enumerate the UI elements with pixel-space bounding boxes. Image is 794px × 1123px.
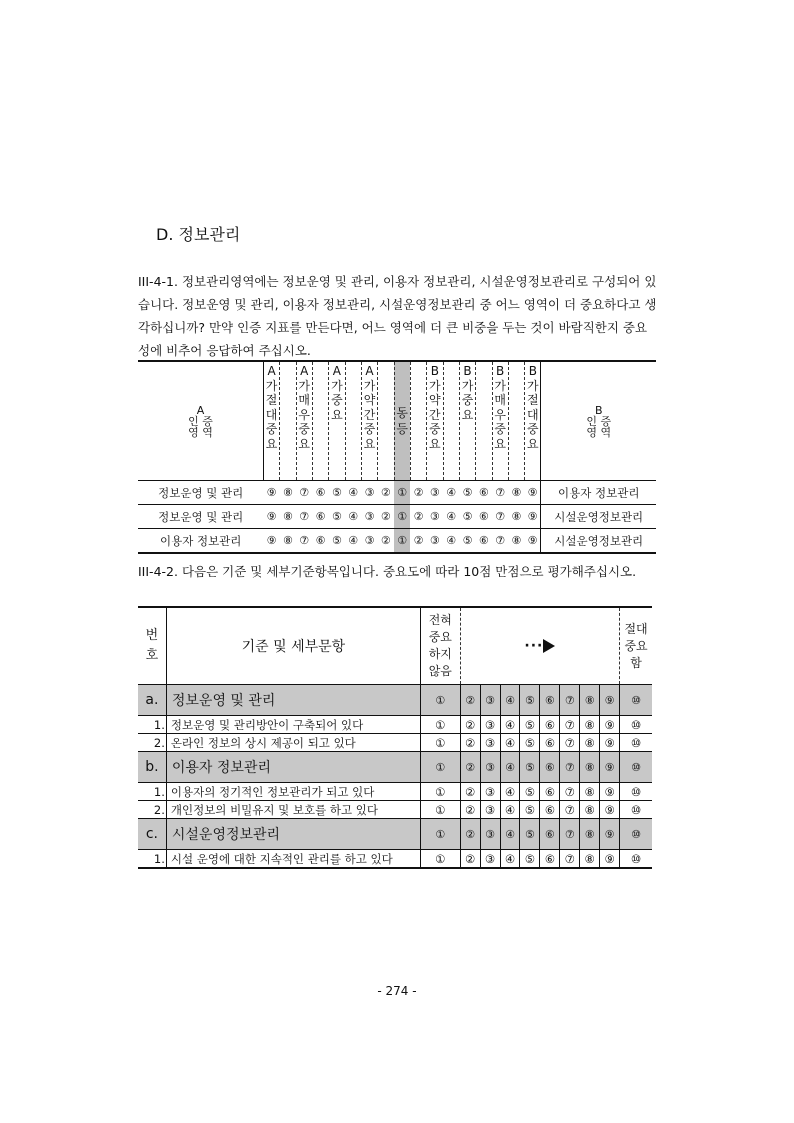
category-row: [138, 819, 652, 850]
column-char: 요: [429, 436, 441, 451]
scale-option[interactable]: ⑦: [296, 481, 312, 505]
column-char: 요: [331, 407, 343, 422]
scale-option[interactable]: ①: [394, 481, 410, 505]
column-char: 동: [396, 406, 408, 420]
number-header: [138, 607, 166, 685]
question-2-body: 다음은 기준 및 세부기준항목입니다. 중요도에 따라 10점 만점으로 평가해주십시오.: [181, 564, 637, 579]
scale-column-header: [345, 361, 361, 481]
scale-column-header: [525, 361, 541, 481]
column-char: 중: [429, 422, 441, 436]
column-char: B: [430, 364, 439, 378]
side-b-header: [541, 361, 656, 481]
arrow-dots: ···: [524, 638, 544, 654]
scale-option[interactable]: ⑤: [459, 505, 475, 529]
scale-column-header: [296, 361, 312, 481]
question-2-number: III-4-2.: [138, 564, 178, 579]
rating-option[interactable]: ⑨: [600, 685, 620, 716]
column-char: 매: [494, 393, 506, 407]
scale-option[interactable]: ⑦: [296, 529, 312, 554]
rating-option[interactable]: ①: [420, 685, 460, 716]
rating-option[interactable]: ⑧: [580, 752, 600, 783]
item-row: [138, 850, 652, 869]
item-text: 시설 운영에 대한 지속적인 관리를 하고 있다: [166, 850, 420, 869]
scale-option[interactable]: ⑦: [492, 505, 508, 529]
direction-arrow-cell: [460, 607, 619, 685]
column-char: 가: [298, 378, 311, 393]
column-char: 중: [461, 393, 474, 407]
rating-option[interactable]: ⑤: [520, 801, 540, 819]
rating-option[interactable]: ⑧: [580, 685, 600, 716]
column-char: 매: [298, 393, 311, 407]
rating-option[interactable]: ①: [420, 752, 460, 783]
scale-option[interactable]: ⑨: [263, 481, 279, 505]
scale-option[interactable]: ③: [361, 505, 377, 529]
scale-option[interactable]: ③: [361, 481, 377, 505]
column-char: 가: [363, 378, 376, 393]
importance-rating-table: [138, 606, 652, 869]
category-number: c.: [138, 819, 166, 850]
scale-option[interactable]: ②: [378, 505, 394, 529]
row-left-area: 정보운영 및 관리: [138, 505, 263, 529]
rating-option[interactable]: ⑦: [560, 752, 580, 783]
rating-option[interactable]: ⑨: [600, 734, 620, 752]
not-important-line: 하지: [428, 647, 452, 661]
rating-option[interactable]: ⑩: [620, 685, 652, 716]
item-number: 1.: [138, 850, 166, 869]
rating-option[interactable]: ⑥: [540, 734, 560, 752]
column-char: B: [496, 364, 505, 378]
rating-option[interactable]: ⑥: [540, 801, 560, 819]
column-char: 요: [494, 436, 506, 451]
rating-option[interactable]: ③: [480, 716, 500, 734]
very-important-line: 중요: [624, 638, 648, 653]
scale-option[interactable]: ⑥: [312, 481, 328, 505]
column-char: 가: [494, 378, 506, 393]
rating-option[interactable]: ①: [420, 716, 460, 734]
rating-option[interactable]: ⑩: [620, 801, 652, 819]
arrow-head: [543, 639, 555, 653]
rating-option[interactable]: ⑦: [560, 685, 580, 716]
question-header: 기준 및 세부문항: [166, 607, 420, 685]
rating-option[interactable]: ④: [500, 850, 520, 869]
scale-option[interactable]: ②: [378, 481, 394, 505]
rating-option[interactable]: ④: [500, 783, 520, 801]
row-left-area: 이용자 정보관리: [138, 529, 263, 554]
rating-option[interactable]: ⑩: [620, 734, 652, 752]
column-char: 요: [527, 436, 539, 451]
rating-option[interactable]: ⑦: [560, 783, 580, 801]
item-number: 2.: [138, 734, 166, 752]
scale-option[interactable]: ⑨: [263, 505, 279, 529]
scale-option[interactable]: ⑨: [263, 529, 279, 554]
row-right-area: 이용자 정보관리: [541, 481, 656, 505]
rating-option[interactable]: ④: [500, 685, 520, 716]
question-1-body: 정보관리영역에는 정보운영 및 관리, 이용자 정보관리, 시설운영정보관리로 구성되어 있습니다. 정보운영 및 관리, 이용자 정보관리, 시설운영정보관리 중 어느 영역이 더 중요하다고 생각하십니까? 만약 인증 지표를 만든다면, 어느 영역에 더 큰 비중을 두는 것이 바람직한지 중요성에 비추어 응답하여 주십시오.: [138, 274, 657, 358]
rating-option[interactable]: ⑥: [540, 752, 560, 783]
rating-option[interactable]: ⑨: [600, 801, 620, 819]
column-char: 중: [331, 393, 343, 407]
side-a-label: 영 역: [188, 425, 213, 439]
rating-option[interactable]: ⑩: [620, 716, 652, 734]
column-char: 우: [298, 407, 311, 422]
table-header-row: [138, 361, 656, 481]
column-char: B: [463, 364, 472, 378]
column-char: 약: [363, 393, 376, 407]
scale-option[interactable]: ⑥: [312, 529, 328, 554]
scale-option[interactable]: ②: [410, 505, 426, 529]
rating-option[interactable]: ⑩: [620, 783, 652, 801]
category-row: [138, 685, 652, 716]
rating-option[interactable]: ②: [460, 819, 480, 850]
column-char: 요: [363, 436, 376, 451]
rating-option[interactable]: ⑧: [580, 850, 600, 869]
rating-option[interactable]: ⑨: [600, 716, 620, 734]
scale-column-header: [410, 361, 426, 481]
side-b-label: 영 역: [586, 425, 612, 439]
column-char: 중: [265, 422, 278, 436]
category-title: 정보운영 및 관리: [166, 685, 420, 716]
scale-option[interactable]: ②: [410, 529, 426, 554]
column-char: A: [332, 364, 341, 378]
rating-option[interactable]: ④: [500, 801, 520, 819]
number-header-char: 번: [145, 628, 159, 643]
column-char: 간: [429, 407, 441, 422]
scale-option[interactable]: ⑥: [476, 529, 492, 554]
page-number: - 274 -: [377, 984, 417, 998]
rating-option[interactable]: ⑤: [520, 819, 540, 850]
scale-column-header: [476, 361, 492, 481]
scale-option[interactable]: ⑦: [296, 505, 312, 529]
side-b-label: 인 증: [586, 414, 612, 428]
row-left-area: 정보운영 및 관리: [138, 481, 263, 505]
question-2-text: [138, 560, 658, 583]
rating-option[interactable]: ⑤: [520, 752, 540, 783]
scale-option[interactable]: ④: [345, 505, 361, 529]
column-char: 대: [527, 407, 539, 422]
scale-option[interactable]: ⑤: [459, 481, 475, 505]
item-number: 2.: [138, 801, 166, 819]
scale-option[interactable]: ⑤: [459, 529, 475, 554]
comparison-row: [138, 481, 656, 505]
rating-option[interactable]: ⑤: [520, 685, 540, 716]
not-important-line: 중요: [428, 630, 452, 644]
rating-option[interactable]: ⑩: [620, 752, 652, 783]
scale-option[interactable]: ②: [378, 529, 394, 554]
comparison-row: [138, 505, 656, 529]
not-important-header: [420, 607, 460, 685]
row-right-area: 시설운영정보관리: [541, 505, 656, 529]
rating-option[interactable]: ③: [480, 752, 500, 783]
category-number: a.: [138, 685, 166, 716]
scale-option[interactable]: ⑥: [312, 505, 328, 529]
rating-option[interactable]: ①: [420, 850, 460, 869]
column-char: A: [365, 364, 374, 378]
rating-option[interactable]: ⑦: [560, 819, 580, 850]
rating-option[interactable]: ③: [480, 850, 500, 869]
column-char: 중: [494, 422, 506, 436]
rating-option[interactable]: ④: [500, 819, 520, 850]
column-char: 가: [527, 378, 539, 393]
rating-option[interactable]: ③: [480, 819, 500, 850]
very-important-line: 절대: [624, 621, 648, 636]
scale-column-header: [312, 361, 328, 481]
column-char: B: [528, 364, 537, 378]
scale-option[interactable]: ⑤: [329, 505, 345, 529]
rating-option[interactable]: ⑧: [580, 801, 600, 819]
side-a-label: A: [196, 403, 205, 417]
rating-option[interactable]: ②: [460, 850, 480, 869]
item-text: 개인정보의 비밀유지 및 보호를 하고 있다: [166, 801, 420, 819]
rating-option[interactable]: ②: [460, 685, 480, 716]
rating-option[interactable]: ⑦: [560, 734, 580, 752]
number-header-char: 호: [145, 648, 159, 663]
item-text: 이용자의 정기적인 정보관리가 되고 있다: [166, 783, 420, 801]
arrow-right-icon: [524, 638, 555, 654]
scale-option[interactable]: ⑨: [525, 529, 541, 554]
rating-option[interactable]: ④: [500, 752, 520, 783]
not-important-line: 않음: [428, 664, 452, 678]
scale-column-header: [427, 361, 443, 481]
rating-option[interactable]: ⑧: [580, 783, 600, 801]
very-important-line: 함: [630, 655, 642, 670]
scale-option[interactable]: ⑤: [329, 529, 345, 554]
rating-option[interactable]: ⑥: [540, 716, 560, 734]
scale-option[interactable]: ④: [443, 505, 459, 529]
rating-option[interactable]: ②: [460, 801, 480, 819]
item-number: 1.: [138, 783, 166, 801]
scale-column-header: [280, 361, 296, 481]
equal-column-header: [394, 361, 410, 481]
scale-column-header: [492, 361, 508, 481]
scale-option[interactable]: ⑧: [508, 529, 524, 554]
rating-option[interactable]: ⑦: [560, 716, 580, 734]
rating-option[interactable]: ⑥: [540, 819, 560, 850]
item-row: [138, 783, 652, 801]
side-a-header: [138, 361, 263, 481]
rating-option[interactable]: ⑤: [520, 783, 540, 801]
rating-option[interactable]: ②: [460, 752, 480, 783]
rating-option[interactable]: ④: [500, 716, 520, 734]
rating-option[interactable]: ③: [480, 685, 500, 716]
scale-column-header: [508, 361, 524, 481]
rating-option[interactable]: ⑨: [600, 752, 620, 783]
scale-option[interactable]: ④: [443, 529, 459, 554]
item-number: 1.: [138, 716, 166, 734]
scale-option[interactable]: ③: [427, 529, 443, 554]
column-char: 절: [265, 393, 278, 407]
rating-option[interactable]: ⑦: [560, 801, 580, 819]
scale-option[interactable]: ①: [394, 529, 410, 554]
rating-option[interactable]: ⑨: [600, 819, 620, 850]
rating-option[interactable]: ①: [420, 734, 460, 752]
rating-option[interactable]: ⑨: [600, 850, 620, 869]
scale-option[interactable]: ⑧: [280, 481, 296, 505]
column-char: 가: [461, 378, 474, 393]
rating-option[interactable]: ⑩: [620, 819, 652, 850]
category-number: b.: [138, 752, 166, 783]
scale-column-header: [378, 361, 394, 481]
scale-option[interactable]: ④: [345, 529, 361, 554]
rating-option[interactable]: ⑧: [580, 716, 600, 734]
item-row: [138, 734, 652, 752]
rating-option[interactable]: ⑤: [520, 850, 540, 869]
question-1-number: III-4-1.: [138, 274, 178, 289]
scale-column-header: [443, 361, 459, 481]
rating-option[interactable]: ③: [480, 734, 500, 752]
scale-option[interactable]: ④: [345, 481, 361, 505]
side-a-label: 인 증: [188, 414, 213, 428]
rating-option[interactable]: ⑤: [520, 716, 540, 734]
question-1-text: [138, 270, 658, 362]
column-char: 중: [298, 422, 311, 436]
column-char: 요: [298, 436, 311, 451]
scale-option[interactable]: ①: [394, 505, 410, 529]
scale-option[interactable]: ④: [443, 481, 459, 505]
column-char: 우: [494, 407, 506, 422]
rating-option[interactable]: ②: [460, 716, 480, 734]
scale-option[interactable]: ⑥: [476, 481, 492, 505]
column-char: 가: [429, 378, 441, 393]
rating-option[interactable]: ⑧: [580, 734, 600, 752]
rating-option[interactable]: ⑩: [620, 850, 652, 869]
column-char: 약: [429, 393, 441, 407]
scale-option[interactable]: ②: [410, 481, 426, 505]
rating-option[interactable]: ①: [420, 801, 460, 819]
scale-column-header: [459, 361, 475, 481]
scale-option[interactable]: ⑨: [525, 481, 541, 505]
rating-header-row: [138, 607, 652, 685]
rating-option[interactable]: ⑨: [600, 783, 620, 801]
rating-option[interactable]: ⑥: [540, 850, 560, 869]
column-char: 요: [265, 436, 278, 451]
scale-option[interactable]: ⑦: [492, 529, 508, 554]
scale-option[interactable]: ③: [427, 505, 443, 529]
category-title: 시설운영정보관리: [166, 819, 420, 850]
rating-option[interactable]: ⑦: [560, 850, 580, 869]
scale-column-header: [361, 361, 377, 481]
scale-option[interactable]: ⑨: [525, 505, 541, 529]
scale-option[interactable]: ⑦: [492, 481, 508, 505]
rating-option[interactable]: ⑥: [540, 685, 560, 716]
scale-column-header: [329, 361, 345, 481]
item-row: [138, 801, 652, 819]
item-row: [138, 716, 652, 734]
scale-option[interactable]: ⑧: [508, 505, 524, 529]
column-char: 가: [265, 378, 278, 393]
rating-option[interactable]: ③: [480, 783, 500, 801]
rating-option[interactable]: ④: [500, 734, 520, 752]
side-b-label: B: [594, 403, 603, 417]
comparison-row: [138, 529, 656, 554]
column-char: A: [300, 364, 309, 378]
column-char: A: [267, 364, 276, 378]
section-title: D. 정보관리: [156, 225, 241, 244]
scale-option[interactable]: ⑥: [476, 505, 492, 529]
scale-column-header: [263, 361, 279, 481]
rating-option[interactable]: ①: [420, 783, 460, 801]
column-char: 대: [265, 407, 278, 422]
scale-option[interactable]: ⑧: [280, 529, 296, 554]
category-title: 이용자 정보관리: [166, 752, 420, 783]
very-important-header: [620, 607, 652, 685]
scale-option[interactable]: ③: [361, 529, 377, 554]
scale-option[interactable]: ⑧: [508, 481, 524, 505]
column-char: 절: [527, 393, 539, 407]
rating-option[interactable]: ⑥: [540, 783, 560, 801]
row-right-area: 시설운영정보관리: [541, 529, 656, 554]
rating-option[interactable]: ②: [460, 734, 480, 752]
item-text: 온라인 정보의 상시 제공이 되고 있다: [166, 734, 420, 752]
rating-option[interactable]: ③: [480, 801, 500, 819]
rating-option[interactable]: ②: [460, 783, 480, 801]
scale-option[interactable]: ⑤: [329, 481, 345, 505]
column-char: 중: [527, 422, 539, 436]
column-char: 요: [461, 407, 474, 422]
rating-option[interactable]: ⑧: [580, 819, 600, 850]
not-important-line: 전혀: [428, 613, 452, 627]
rating-option[interactable]: ①: [420, 819, 460, 850]
category-row: [138, 752, 652, 783]
scale-option[interactable]: ③: [427, 481, 443, 505]
column-char: 가: [331, 378, 343, 393]
rating-option[interactable]: ⑤: [520, 734, 540, 752]
pairwise-comparison-table: [138, 360, 656, 554]
column-char: 등: [396, 422, 408, 436]
scale-option[interactable]: ⑧: [280, 505, 296, 529]
column-char: 중: [363, 422, 376, 436]
item-text: 정보운영 및 관리방안이 구축되어 있다: [166, 716, 420, 734]
column-char: 간: [363, 407, 376, 422]
